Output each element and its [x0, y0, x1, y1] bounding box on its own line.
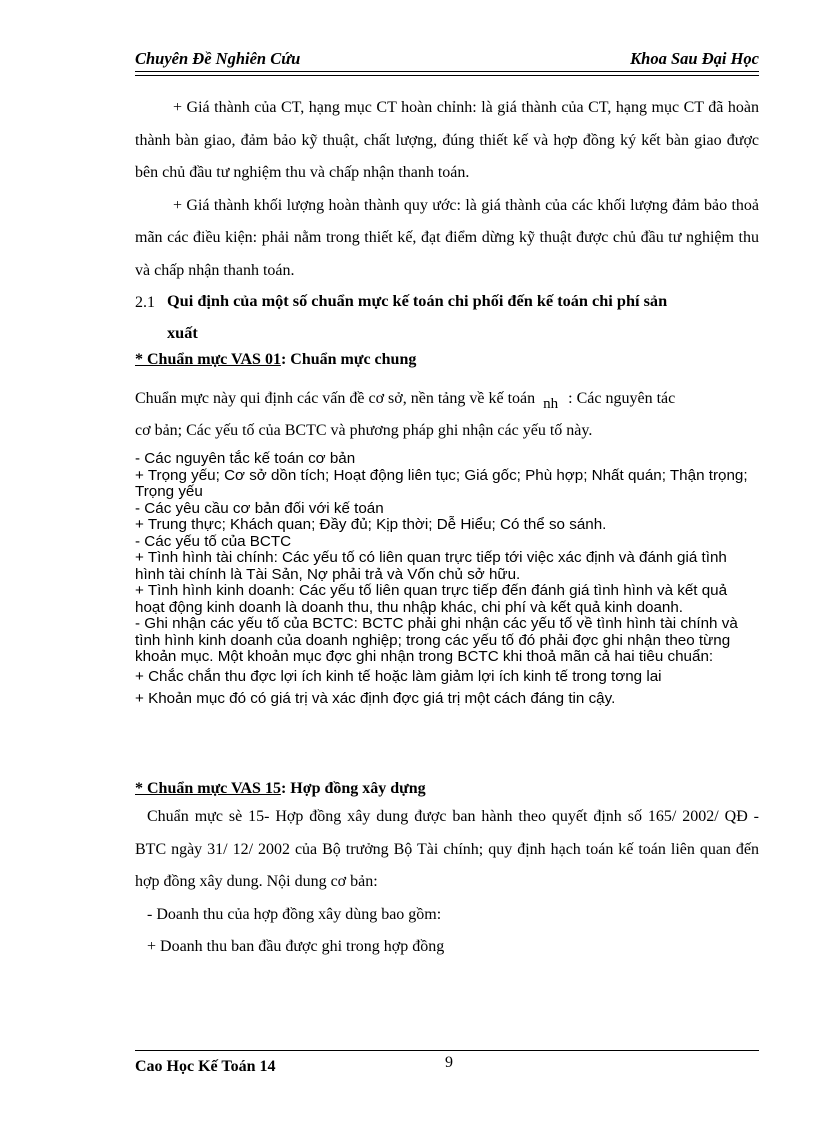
- footer-rule: [135, 1050, 759, 1051]
- vas01-intro: [135, 383, 759, 447]
- vas15-heading: [135, 780, 759, 798]
- vas15-list-item-2: + Doanh thu ban đầu được ghi trong hợp đồng: [147, 938, 445, 955]
- section-heading: [135, 285, 759, 349]
- vas15-block: [135, 801, 759, 964]
- list-item: + Chắc chắn thu đợc lợi ích kinh tế hoặc làm giảm lợi ích kinh tế trong tơng lai: [135, 667, 662, 685]
- list-item: + Khoản mục đó có giá trị và xác định đợc giá trị một cách đáng tin cậy.: [135, 690, 616, 707]
- list-item: + Trung thực; Khách quan; Đầy đủ; Kịp thời; Dễ Hiểu; Có thể so sánh.: [135, 516, 607, 533]
- vas01-intro-subscript: nh: [543, 396, 559, 412]
- list-item: + Tình hình kinh doanh: Các yếu tố liên quan trực tiếp đến đánh giá tình hình và kết quả hoạt động kinh doanh là doanh thu, thu nhập khác, chi phí và kết quả kinh doanh.: [135, 582, 728, 616]
- section-title-line-2: xuất: [167, 323, 198, 342]
- section-title-line-1: Qui định của một số chuẩn mực kế toán chi phối đến kế toán chi phí sản: [167, 291, 668, 310]
- header-left-title: Chuyên Đề Nghiên Cứu: [135, 49, 301, 68]
- page-number: 9: [445, 1054, 453, 1071]
- vas15-list-item-1: - Doanh thu của hợp đồng xây dùng bao gồm:: [147, 905, 442, 923]
- section-number: 2.1: [135, 294, 155, 311]
- vas01-heading: [135, 351, 759, 369]
- footer-left-text: Cao Học Kế Toán 14: [135, 1058, 276, 1075]
- vas15-heading-rest: : Hợp đồng xây dựng: [280, 780, 426, 797]
- list-item: - Các yêu cầu cơ bản đối với kế toán: [135, 499, 384, 517]
- header-rule-thin: [135, 75, 759, 76]
- vas15-paragraph: Chuẩn mực sè 15- Hợp đồng xây dung được ban hành theo quyết định số 165/ 2002/ QĐ - BTC ngày 31/ 12/ 2002 của Bộ trưởng Bộ Tài chính; quy định hạch toán kế toán liên quan đến hợp đồng xây dung. Nội dung cơ bản:: [135, 808, 759, 890]
- vas01-heading-rest: : Chuẩn mực chung: [280, 351, 417, 368]
- vas01-intro-line-2: cơ bản; Các yếu tố của BCTC và phương pháp ghi nhận các yếu tố này.: [135, 422, 593, 439]
- list-item: - Các nguyên tắc kế toán cơ bản: [135, 450, 356, 467]
- list-item: - Ghi nhận các yếu tố của BCTC: BCTC phải ghi nhận các yếu tố về tình hình tài chính và tình hình kinh doanh của doanh nghiệp; trong các yếu tố đó phải đợc ghi nhận theo từng khoản mục. Một khoản mục đợc ghi nhận trong BCTC khi thoả mãn cả hai tiêu chuẩn:: [135, 615, 738, 665]
- intro-block: [135, 92, 759, 287]
- intro-paragraph-1: + Giá thành của CT, hạng mục CT hoàn chỉnh: là giá thành của CT, hạng mục CT đã hoàn thành bàn giao, đảm bảo kỹ thuật, chất lượng, đúng thiết kế và hợp đồng ký kết bàn giao được bên chủ đầu tư nghiệm thu và chấp nhận thanh toán.: [135, 99, 759, 181]
- page-footer: [135, 1050, 759, 1080]
- vas15-heading-underlined: * Chuẩn mực VAS 15: [135, 780, 281, 797]
- header-right-title: Khoa Sau Đại Học: [630, 49, 759, 68]
- vas01-intro-line-1a: Chuẩn mực này qui định các vấn đề cơ sở, nền tảng về kế toán: [135, 390, 536, 407]
- list-item: + Tình hình tài chính: Các yếu tố có liên quan trực tiếp tới việc xác định và đánh giá tình hình tài chính là Tài Sản, Nợ phải trả và Vốn chủ sở hữu.: [135, 549, 727, 583]
- vas01-heading-underlined: * Chuẩn mực VAS 01: [135, 351, 281, 368]
- intro-paragraph-2: + Giá thành khối lượng hoàn thành quy ước: là giá thành của các khối lượng đảm bảo thoả mãn các điều kiện: phải nằm trong thiết kế, đạt điểm dừng kỹ thuật được chủ đầu tư nghiệm thu và chấp nhận thanh toán.: [135, 196, 759, 279]
- list-item: - Các yếu tố của BCTC: [135, 532, 292, 550]
- section-title: [167, 285, 759, 349]
- page-header: [135, 46, 759, 74]
- header-rule-thick: [135, 71, 759, 72]
- list-item: + Trọng yếu; Cơ sở dồn tích; Hoạt động liên tục; Giá gốc; Phù hợp; Nhất quán; Thận trọng; Trọng yếu: [135, 466, 748, 500]
- vas01-list: [135, 451, 759, 708]
- vas01-intro-line-1b: : Các nguyên tác: [568, 390, 676, 407]
